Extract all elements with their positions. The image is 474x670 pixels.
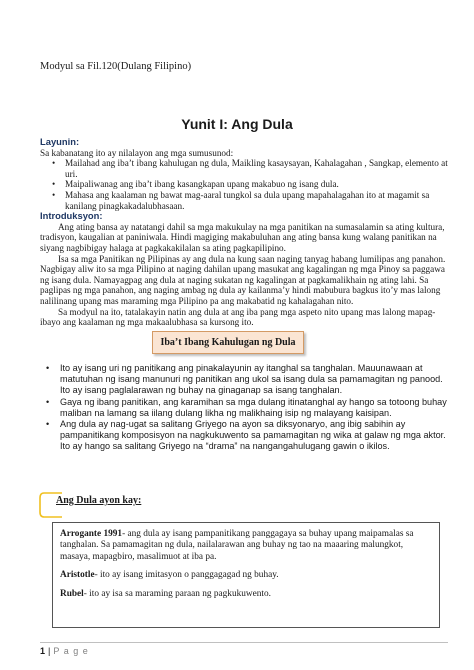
- layunin-label: Layunin:: [40, 136, 80, 147]
- layunin-intro: Sa kabanatang ito ay nilalayon ang mga sumusunod:: [40, 147, 234, 158]
- layunin-list: [40, 158, 448, 211]
- definition-name: Arrogante 1991: [60, 529, 123, 539]
- intro-paragraph: Ang ating bansa ay natatangi dahil sa mga makukulay na mga panitikan na sumasalamin sa ating kultura, tradisyon, kaugalian at paniniwala. Hindi magiging makabuluhan ang ating bansa kung walang panitikan na siyang nagbibigay halaga at pagkakakilalan sa ating pagkapilipino.: [40, 221, 445, 253]
- definition-name: Aristotle: [60, 570, 95, 581]
- page-number: 1: [40, 646, 46, 656]
- introduksyon-label: Introduksyon:: [40, 210, 103, 222]
- list-item: • Ito ay isang uri ng panitikang ang pinakalayunin ay itanghal sa tanghalan. Mauunawaan at matutuhan ng isang manunuri ng panitikan ang ukol sa isang dula sa pamamagitan ng panood. Ito ay isang paglalarawan ng buhay na ginaganap sa isang tanghalan.: [40, 363, 448, 397]
- page-label: P a g e: [53, 646, 89, 656]
- definition-text: - ang dula ay isang pampanitikang panggagaya sa buhay upang maipamalas sa tanghalan. Sa pamamagitan ng dula, nailalarawan ang buhay ng tao na maaaring malungkot, masaya, mapagbiro, masalimuot at iba pa.: [60, 529, 414, 562]
- list-item: • Mailahad ang iba’t ibang kahulugan ng dula, Maikling kasaysayan, Kahalagahan , Sangkap, elemento at uri.: [40, 158, 448, 179]
- intro-paragraph: Isa sa mga Panitikan ng Pilipinas ay ang dula na kung saan naging tanyag habang lumilipas ang panahon. Nagbigay aliw ito sa mga Pilipino at naging dahilan upang masukat ang kagalingan ng mga Pinoy sa paggawa ng isang dula. Namayagpag ang dula at naging sukatan ng kagalingan at pagkamalikhain ng ating lahi. Sa paglipas ng mga panahon, ang naging ambag ng dula ay kailanma’y hindi mabubura bagkus ito’y mas lalong nalilinang upang mas maraming mga Pilipino pa ang makabatid ng kahalagahan nito.: [40, 253, 446, 306]
- footer-separator: |: [48, 646, 51, 656]
- list-item: • Mahasa ang kaalaman ng bawat mag-aaral tungkol sa dula upang mapahalagahan ito at magamit sa kanilang pinagkakadalubhasaan.: [40, 190, 448, 211]
- dula-ayon-label: Ang Dula ayon kay:: [56, 495, 142, 506]
- module-header: Modyul sa Fil.120(Dulang Filipino): [40, 61, 192, 72]
- list-item: • Gaya ng ibang panitikan, ang karamihan sa mga dulang itinatanghal ay hango sa totoong buhay maliban na lamang sa iilang dulang likha ng malikhaing isip ng malayang kaisipan.: [40, 397, 448, 419]
- definition-item: [60, 589, 432, 600]
- definition-item: [60, 529, 432, 563]
- list-item: • Ang dula ay nag-ugat sa salitang Griyego na ayon sa diksyonaryo, ang ibig sabihin ay pampanitikang komposisyon na nagkukuwento sa pamamagitan ng wika at galaw ng mga aktor. Ito ay hango sa salitang Griyego na “drama” na nangangahulugang gawin o ikilos.: [40, 419, 448, 453]
- list-item: • Maipaliwanag ang iba’t ibang kasangkapan upang makabuo ng isang dula.: [40, 179, 448, 190]
- body-text: [40, 137, 448, 328]
- page-footer: [40, 646, 89, 656]
- definitions-box: [52, 522, 440, 628]
- definition-name: Rubel: [60, 588, 84, 599]
- kahulugan-callout: Iba’t Ibang Kahulugan ng Dula: [152, 331, 304, 354]
- definition-item: [60, 570, 432, 581]
- kahulugan-list: [40, 363, 448, 453]
- definition-text: - ito ay isa sa maraming paraan ng pagkukuwento.: [83, 588, 271, 599]
- footer-divider: [40, 642, 448, 643]
- definition-text: - ito ay isang imitasyon o panggagagad ng buhay.: [94, 570, 279, 581]
- unit-title: Yunit I: Ang Dula: [181, 116, 293, 132]
- intro-paragraph: Sa modyul na ito, tatalakayin natin ang dula at ang iba pang mga aspeto nito upang mas lalong mapag-ibayo ang kaalaman ng mga makaalubhasa sa kursong ito.: [40, 306, 436, 328]
